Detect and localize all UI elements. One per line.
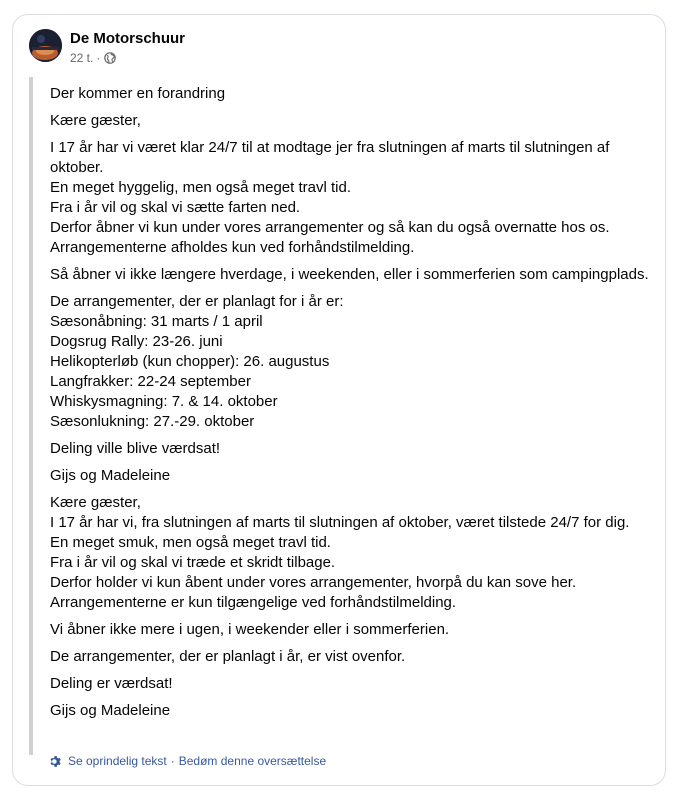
paragraph: Der kommer en forandring [50,85,226,102]
post-meta [70,51,116,65]
paragraph: De arrangementer, der er planlagt i år, er vist ovenfor. [50,648,406,665]
paragraph: Deling ville blive værdsat! [50,440,221,457]
globe-icon[interactable] [104,52,116,64]
post-time-link[interactable]: 22 t. [70,51,94,65]
meta-separator: · [96,51,101,65]
avatar[interactable] [29,29,62,62]
translation-footer [49,754,326,768]
paragraph: Gijs og Madeleine [50,702,171,719]
gear-icon [49,755,62,768]
see-original-link[interactable]: Se oprindelig tekst [68,754,167,768]
rate-translation-link[interactable]: Bedøm denne oversættelse [178,754,327,768]
paragraph: Kære gæster, I 17 år har vi, fra slutningen af marts til slutningen af oktober, været tilstede 24/7 for dig. En meget smuk, men også meget travl tid. Fra i år vil og skal vi træde et skridt tilbage. Derfor holder vi kun åbent under vores arrangementer, hvorpå du kan sove her. Arrangementerne er kun tilgængelige ved forhåndstilmelding. [50,494,630,611]
paragraph: Gijs og Madeleine [50,467,171,484]
paragraph: Kære gæster, [50,112,141,129]
post-card [12,14,666,786]
post-body [50,84,660,728]
paragraph: I 17 år har vi været klar 24/7 til at modtage jer fra slutningen af marts til slutningen af oktober. En meget hyggelig, men også meget travl tid. Fra i år vil og skal vi sætte farten ned. Derfor åbner vi kun under vores arrangementer og så kan du også overnatte hos os. Arrangementerne afholdes kun ved forhåndstilmelding. [50,139,610,256]
paragraph: Vi åbner ikke mere i ugen, i weekender eller i sommerferien. [50,621,450,638]
paragraph: Deling er værdsat! [50,675,173,692]
page-name-link[interactable]: De Motorschuur [70,30,186,47]
paragraph: Så åbner vi ikke længere hverdage, i weekenden, eller i sommerferien som campingplads. [50,266,649,283]
paragraph: De arrangementer, der er planlagt for i år er: Sæsonåbning: 31 marts / 1 april Dogsrug Rally: 23-26. juni Helikopterløb (kun chopper): 26. augustus Langfrakker: 22-24 september Whiskysmagning: 7. & 14. oktober Sæsonlukning: 27.-29. oktober [50,293,344,430]
footer-separator: · [170,754,175,768]
